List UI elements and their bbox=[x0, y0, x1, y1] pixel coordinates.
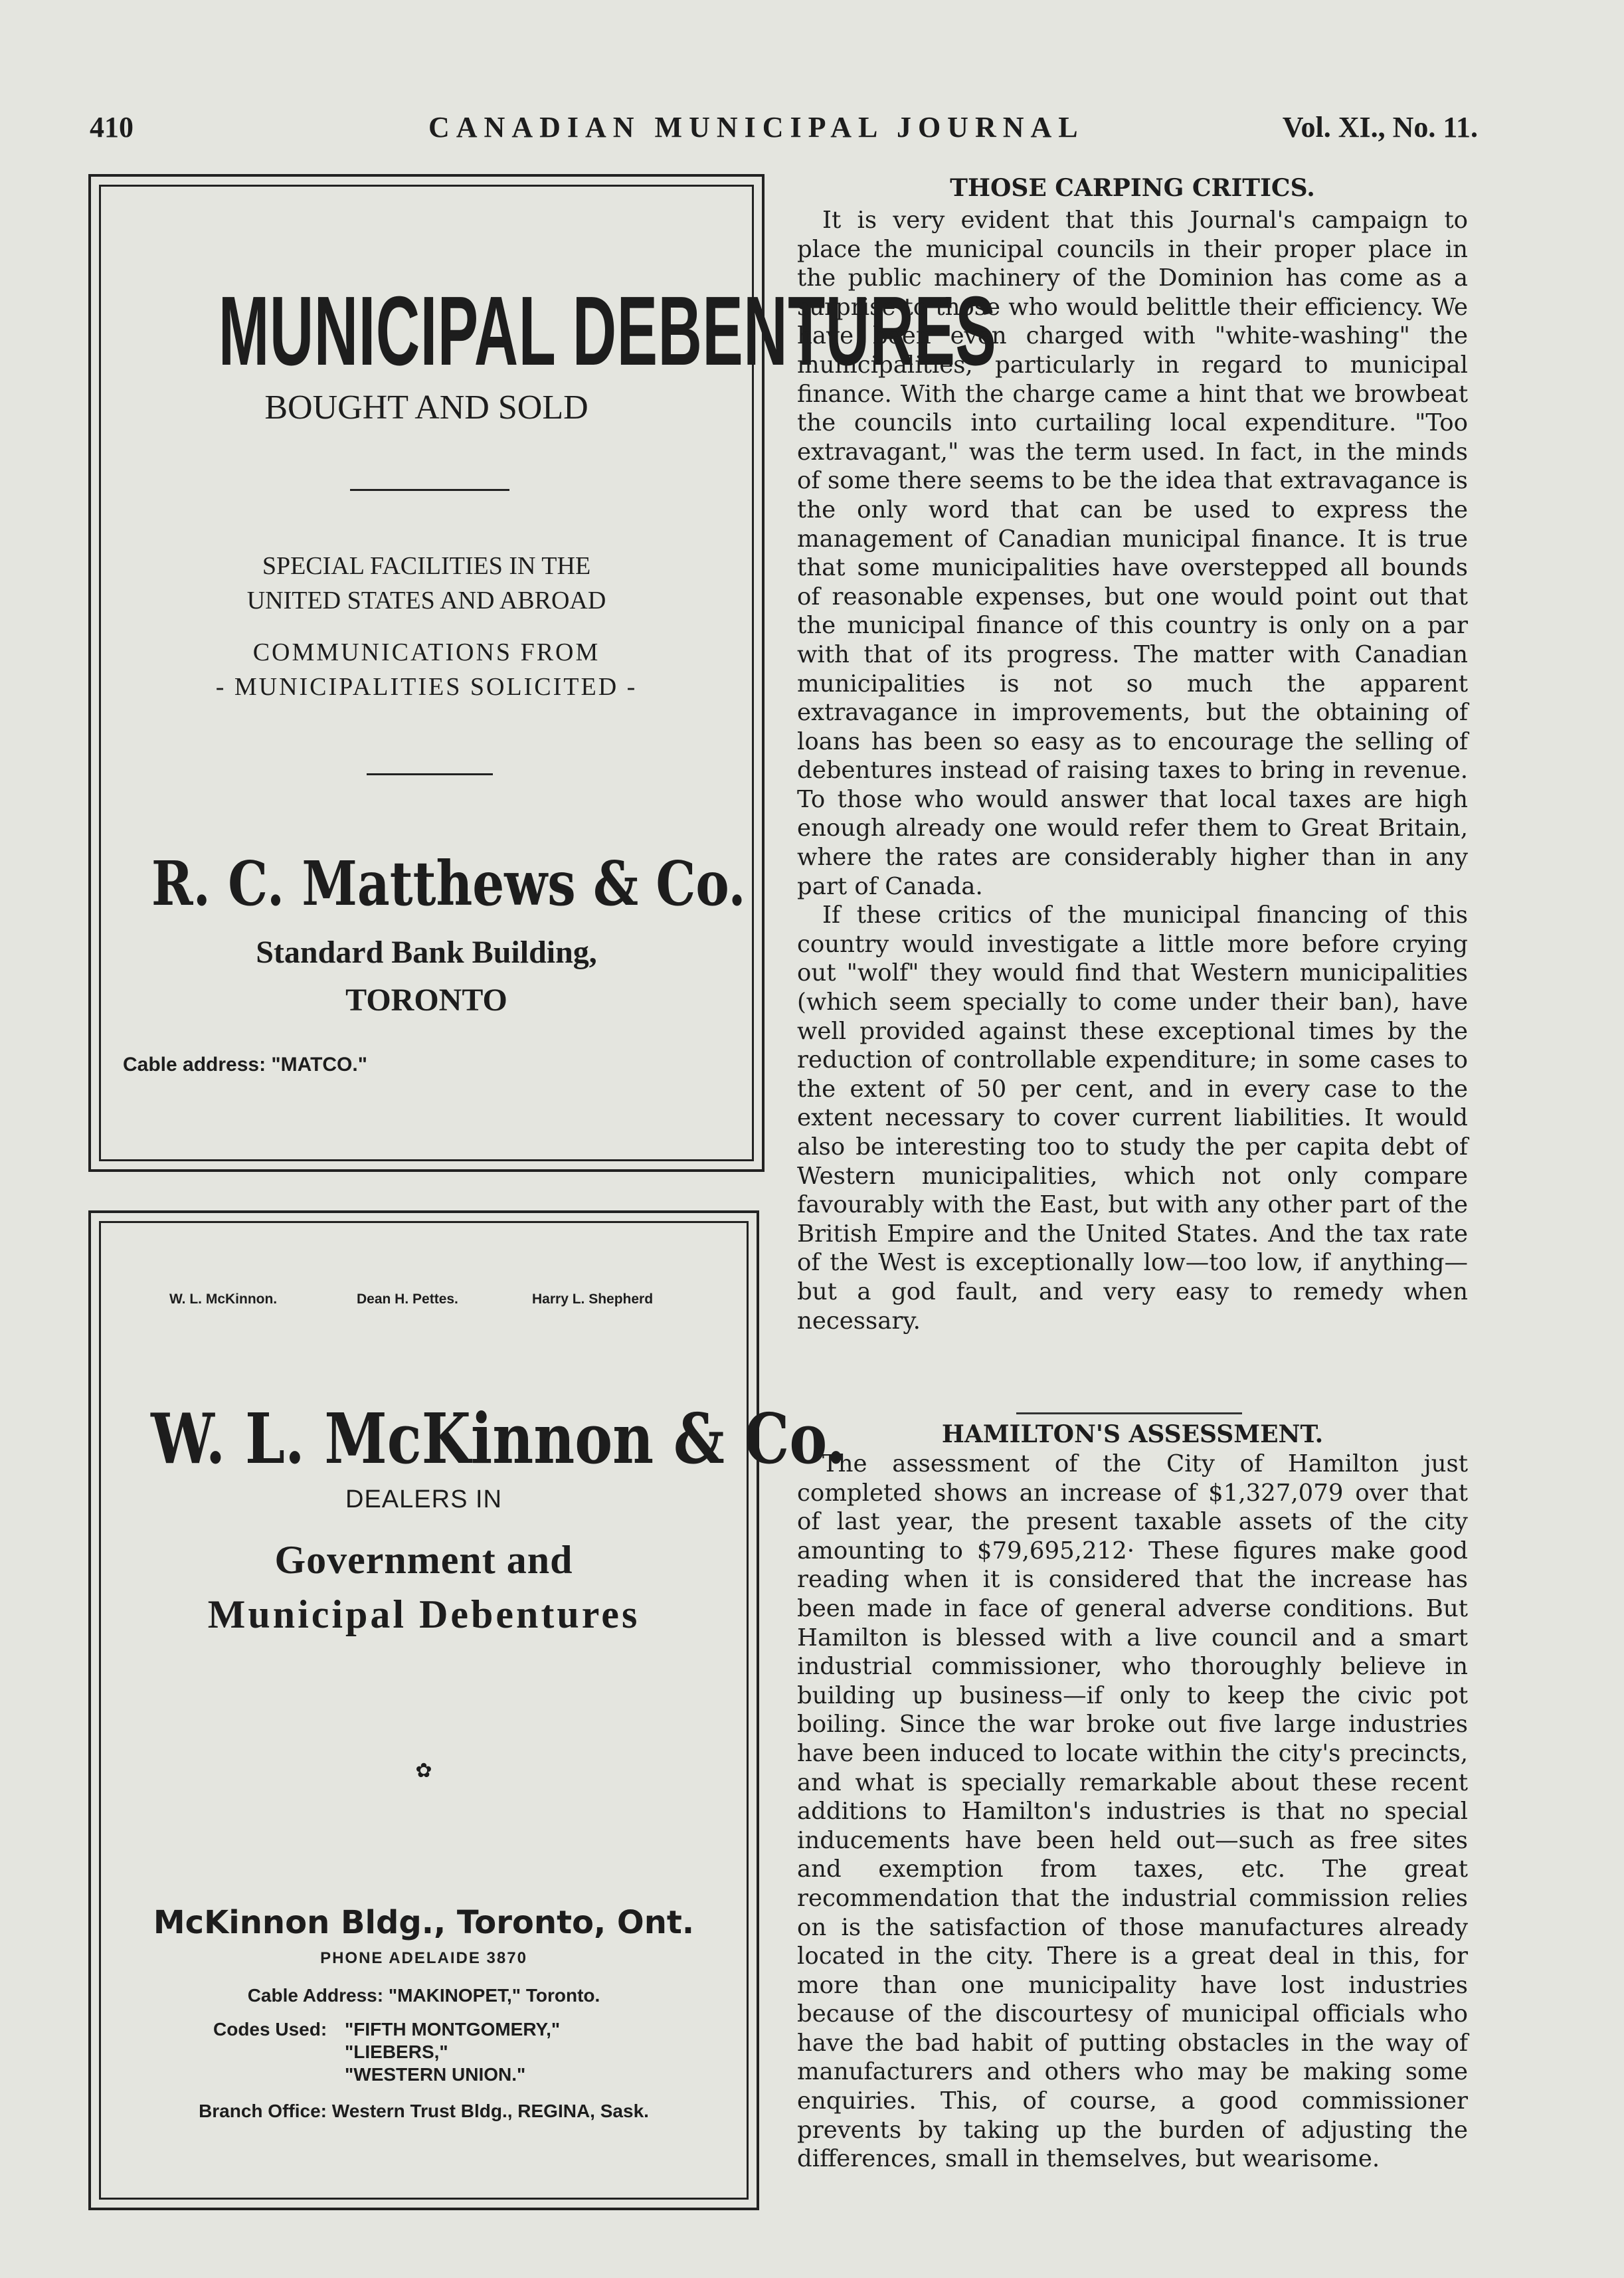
partner-name: Harry L. Shepherd bbox=[532, 1291, 654, 1307]
page-header bbox=[90, 110, 1478, 150]
article-divider bbox=[1016, 1412, 1242, 1414]
matthews-advertisement bbox=[88, 174, 997, 1172]
article-body bbox=[797, 1450, 1468, 2174]
address-line: Standard Bank Building, bbox=[256, 935, 597, 970]
volume-label: Vol. XI., No. 11. bbox=[1282, 111, 1478, 143]
firm-name: W. L. McKinnon & Co. bbox=[151, 1398, 846, 1479]
firm-name: R. C. Matthews & Co. bbox=[151, 848, 746, 919]
ad-communications bbox=[91, 635, 762, 704]
address-city: TORONTO bbox=[345, 983, 507, 1018]
ad-subhead: BOUGHT AND SOLD bbox=[264, 389, 588, 427]
article-title: HAMILTON'S ASSESSMENT. bbox=[941, 1420, 1324, 1448]
phone-number: PHONE ADELAIDE 3870 bbox=[320, 1949, 527, 1967]
partner-name: W. L. McKinnon. bbox=[169, 1291, 278, 1307]
communications-line: - MUNICIPALITIES SOLICITED - bbox=[215, 673, 638, 701]
code-name: "LIEBERS," bbox=[345, 2041, 448, 2062]
article-paragraph: The assessment of the City of Hamilton just completed shows an increase of $1,327,079 over that of last year, the present taxable assets of the city amounting to $79,695,212· These figures make good reading when it is considered that the increase has been made in face of general adverse conditions. But Hamilton is blessed with a live council and a smart industrial commissioner, who thoroughly believe in building up business—if only to keep the civic pot boiling. Since the war broke out five large industries have been induced to locate within the city's precincts, and what is specially remarkable about these recent additions to Hamilton's industries is that no special inducements have been held out—such as free sites and exemption from taxes, etc. The great recommendation that the industrial commission relies on is the satisfaction of those manufactures already located in the city. There is a great deal in this, for more than one municipality have lost industries because of the discourtesy of municipal officials who have the bad habit of putting obstacles in the way of manufacturers and others who may be making some enquiries. This, of course, a good commissioner prevents by taking up the burden of adjusting the differences, small in themselves, but wearisome. bbox=[797, 1450, 1468, 2173]
page-number: 410 bbox=[90, 111, 134, 143]
article-title: THOSE CARPING CRITICS. bbox=[950, 174, 1315, 202]
cable-address: Cable address: "MATCO." bbox=[123, 1054, 367, 1076]
article-paragraph: It is very evident that this Journal's campaign to place the municipal councils in their proper place in the public machinery of the Dominion has come as a surprise to those who would belittle their efficiency. We have been even charged with "white-washing" the municipalities, particularly in regard to municipal finance. With the charge came a hint that we browbeat the councils into curtailing local expenditure. "Too extravagant," was the term used. In fact, in the minds of some there seems to be the idea that extravagance is the only word that can be used to express the management of Canadian municipal finance. It is true that some municipalities have overstepped all bounds of reasonable expenses, but one would point out that the municipal finance of this country is only on a par with that of its progress. The matter with Canadian municipalities is not so much the apparent extravagance in improvements, but the obtaining of loans has been so easy as to encourage the selling of debentures instead of raising taxes to bring in revenue. To those who would answer that local taxes are high enough already one would refer them to Great Britain, where the rates are considerably higher than in any part of Canada. bbox=[797, 207, 1468, 900]
communications-line: COMMUNICATIONS FROM bbox=[252, 638, 600, 666]
ad-headline: MUNICIPAL DEBENTURES bbox=[218, 276, 997, 386]
offering-line: Government and bbox=[274, 1538, 573, 1582]
code-name: "WESTERN UNION." bbox=[345, 2064, 526, 2085]
facilities-line: UNITED STATES AND ABROAD bbox=[246, 587, 606, 615]
journal-title: CANADIAN MUNICIPAL JOURNAL bbox=[428, 111, 1085, 143]
mckinnon-advertisement bbox=[88, 1210, 846, 2210]
branch-office: Branch Office: Western Trust Bldg., REGINA, Sask. bbox=[199, 2101, 649, 2121]
codes-label: Codes Used: bbox=[213, 2019, 327, 2040]
cable-address: Cable Address: "MAKINOPET," Toronto. bbox=[247, 1985, 600, 2006]
facilities-line: SPECIAL FACILITIES IN THE bbox=[262, 552, 591, 580]
ad-divider bbox=[367, 773, 493, 775]
dealers-in: DEALERS IN bbox=[345, 1485, 502, 1513]
building-address: McKinnon Bldg., Toronto, Ont. bbox=[153, 1904, 695, 1941]
article-paragraph: If these critics of the municipal financing of this country would investigate a little more before crying out "wolf" they would find that Western municipalities (which seem specially to come under their ban), have well provided against these exceptional times by the reduction of controllable expenditure; in some cases to the extent of 50 per cent, and in every case to the extent necessary to cover current liabilities. It would also be interesting too to study the per capita debt of Western municipalities, which not only compare favourably with the East, but with any other part of the British Empire and the United States. And the tax rate of the West is exceptionally low—too low, if anything—but a god fault, and very easy to remedy when necessary. bbox=[797, 902, 1468, 1335]
ad-divider bbox=[350, 489, 509, 491]
ornament-icon: ✿ bbox=[415, 1759, 432, 1782]
code-name: "FIFTH MONTGOMERY," bbox=[345, 2019, 561, 2040]
partner-name: Dean H. Pettes. bbox=[357, 1291, 458, 1307]
offering-line: Municipal Debentures bbox=[207, 1592, 640, 1636]
article-body bbox=[797, 206, 1468, 1335]
ad-facilities bbox=[91, 549, 762, 618]
